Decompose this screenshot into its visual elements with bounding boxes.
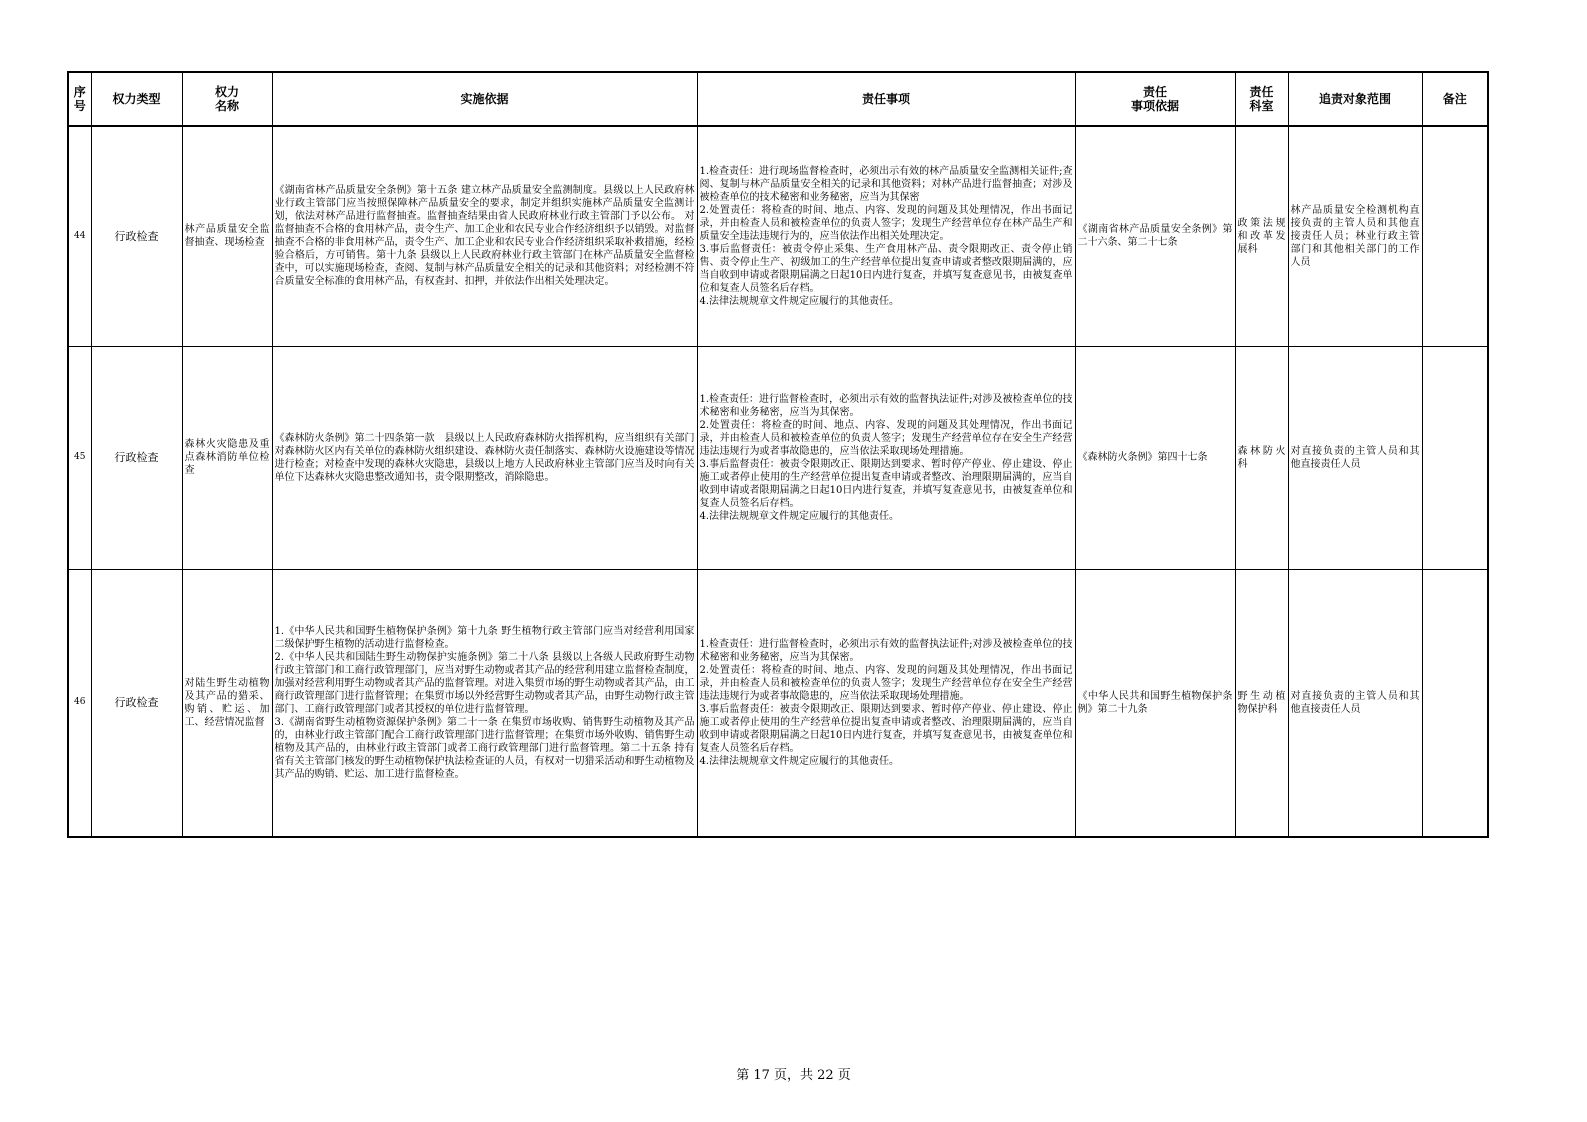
- power-list-table: [67, 71, 1489, 838]
- row-scope: 林产品质量安全检测机构直接负责的主管人员和其他直接责任人员；林业行政主管部门和其他相关部门的工作人员: [1288, 126, 1422, 346]
- row-power-name: 森林火灾隐患及重点森林消防单位检查: [182, 346, 272, 569]
- row-duty-text: 1.检查责任：进行监督检查时，必须出示有效的监督执法证件;对涉及被检查单位的技术秘密和业务秘密，应当为其保密。 2.处置责任：将检查的时间、地点、内容、发现的问题及其处理情况，作出书面记录，并由检查人员和被检查单位的负责人签字；发现生产经营单位存在安全生产经营违法违规行为或者事故隐患的，应当依法采取现场处理措施。 3.事后监督责任：被责令限期改正、限期达到要求、暂时停产停业、停止建设、停止施工或者停止使用的生产经营单位提出复查申请或者整改、治理限期届满的，应当自收到申请或者限期届满之日起10日内进行复查，并填写复查意见书，由被复查单位和复查人员签名后存档。 4.法律法规规章文件规定应履行的其他责任。: [699, 638, 1073, 767]
- header-basis: 实施依据: [272, 72, 697, 126]
- header-power-type: 权力类型: [91, 72, 182, 126]
- row-power-name: 对陆生野生动植物及其产品的猎采、购销、贮运、加工、经营情况监督: [182, 569, 272, 837]
- header-dept: 责任 科室: [1235, 72, 1288, 126]
- header-duty: 责任事项: [697, 72, 1075, 126]
- row-duty-basis: 《湖南省林产品质量安全条例》第二十六条、第二十七条: [1075, 126, 1235, 346]
- row-basis-text: 《湖南省林产品质量安全条例》第十五条 建立林产品质量安全监测制度。县级以上人民政府林业行政主管部门应当按照保障林产品质量安全的要求，制定并组织实施林产品质量安全监测计划，依法对林产品进行监督抽查。监督抽查结果由省人民政府林业行政主管部门予以公布。 对监督抽查不合格的食用林产品，责令生产、加工企业和农民专业合作经济组织予以销毁。对监督抽查不合格的非食用林产品，责令生产、加工企业和农民专业合作经济组织采取补救措施，经检验合格后，方可销售。第十九条 县级以上人民政府林业行政主管部门在林产品质量安全监督检查中，可以实施现场检查，查阅、复制与林产品质量安全相关的记录和其他资料；对经检测不符合质量安全标准的食用林产品，有权查封、扣押，并依法作出相关处理决定。: [274, 185, 695, 288]
- header-remark: 备注: [1422, 72, 1488, 126]
- row-basis-text: 《森林防火条例》第二十四条第一款 县级以上人民政府森林防火指挥机构，应当组织有关部门对森林防火区内有关单位的森林防火组织建设、森林防火责任制落实、森林防火设施建设等情况进行检查；对检查中发现的森林火灾隐患，县级以上地方人民政府林业主管部门应当及时向有关单位下达森林火灾隐患整改通知书，责令限期整改，消除隐患。: [274, 432, 695, 483]
- row-power-type: 行政检查: [91, 126, 182, 346]
- row-duty-basis: 《森林防火条例》第四十七条: [1075, 346, 1235, 569]
- row-duty: [697, 346, 1075, 569]
- table-row: [68, 126, 1488, 346]
- row-basis: [272, 569, 697, 837]
- table-row: [68, 346, 1488, 569]
- row-remark: [1422, 126, 1488, 346]
- row-scope: 对直接负责的主管人员和其他直接责任人员: [1288, 346, 1422, 569]
- row-power-name: 林产品质量安全监督抽查、现场检查: [182, 126, 272, 346]
- header-power-name: 权力 名称: [182, 72, 272, 126]
- row-basis: [272, 346, 697, 569]
- row-seq: 44: [68, 126, 91, 346]
- row-dept: 森林防火科: [1235, 346, 1288, 569]
- table-row: [68, 569, 1488, 837]
- page-footer: 第 17 页，共 22 页: [736, 1068, 851, 1083]
- table-header-row: [68, 72, 1488, 126]
- row-duty-text: 1.检查责任：进行监督检查时，必须出示有效的监督执法证件;对涉及被检查单位的技术秘密和业务秘密，应当为其保密。 2.处置责任：将检查的时间、地点、内容、发现的问题及其处理情况，作出书面记录，并由检查人员和被检查单位的负责人签字；发现生产经营单位存在安全生产经营违法违规行为或者事故隐患的，应当依法采取现场处理措施。 3.事后监督责任：被责令限期改正、限期达到要求、暂时停产停业、停止建设、停止施工或者停止使用的生产经营单位提出复查申请或者整改、治理限期届满的，应当自收到申请或者限期届满之日起10日内进行复查，并填写复查意见书，由被复查单位和复查人员签名后存档。 4.法律法规规章文件规定应履行的其他责任。: [699, 393, 1073, 522]
- row-duty-text: 1.检查责任：进行现场监督检查时，必须出示有效的林产品质量安全监测相关证件;查阅、复制与林产品质量安全相关的记录和其他资料；对林产品进行监督抽查；对涉及被检查单位的技术秘密和业务秘密，应当为其保密 2.处置责任：将检查的时间、地点、内容、发现的问题及其处理情况，作出书面记录，并由检查人员和被检查单位的负责人签字；发现生产经营单位存在林产品生产和质量安全违法违规行为的，应当依法作出相关处理决定。 3.事后监督责任：被责令停止采集、生产食用林产品、责令限期改正、责令停止销售、责令停止生产、初级加工的生产经营单位提出复查申请或者整改限期届满的，应当自收到申请或者限期届满之日起10日内进行复查，并填写复查意见书，由被复查单位和复查人员签名后存档。 4.法律法规规章文件规定应履行的其他责任。: [699, 165, 1073, 307]
- row-remark: [1422, 346, 1488, 569]
- row-dept: 政策法规和改革发展科: [1235, 126, 1288, 346]
- header-duty-basis: 责任 事项依据: [1075, 72, 1235, 126]
- row-remark: [1422, 569, 1488, 837]
- row-basis: [272, 126, 697, 346]
- row-power-type: 行政检查: [91, 346, 182, 569]
- row-dept: 野生动植物保护科: [1235, 569, 1288, 837]
- header-scope: 追责对象范围: [1288, 72, 1422, 126]
- row-seq: 45: [68, 346, 91, 569]
- row-seq: 46: [68, 569, 91, 837]
- row-power-type: 行政检查: [91, 569, 182, 837]
- row-duty: [697, 569, 1075, 837]
- row-scope: 对直接负责的主管人员和其他直接责任人员: [1288, 569, 1422, 837]
- row-basis-text: 1.《中华人民共和国野生植物保护条例》第十九条 野生植物行政主管部门应当对经营利用国家二级保护野生植物的活动进行监督检查。 2.《中华人民共和国陆生野生动物保护实施条例》第二十八条 县级以上各级人民政府野生动物行政主管部门和工商行政管理部门，应当对野生动物或者其产品的经营利用建立监督检查制度，加强对经营利用野生动物或者其产品的监督管理。对进入集贸市场的野生动物或者其产品，由工商行政管理部门进行监督管理；在集贸市场以外经营野生动物或者其产品，由野生动物行政主管部门、工商行政管理部门或者其授权的单位进行监督管理。 3.《湖南省野生动植物资源保护条例》第二十一条 在集贸市场收购、销售野生动植物及其产品的，由林业行政主管部门配合工商行政管理部门进行监督管理；在集贸市场外收购、销售野生动植物及其产品的，由林业行政主管部门或者工商行政管理部门进行监督管理。第二十五条 持有省有关主管部门核发的野生动植物保护执法检查证的人员，有权对一切猎采活动和野生动植物及其产品的购销、贮运、加工进行监督检查。: [274, 625, 695, 780]
- row-duty-basis: 《中华人民共和国野生植物保护条例》第二十九条: [1075, 569, 1235, 837]
- header-seq: 序号: [68, 72, 91, 126]
- row-duty: [697, 126, 1075, 346]
